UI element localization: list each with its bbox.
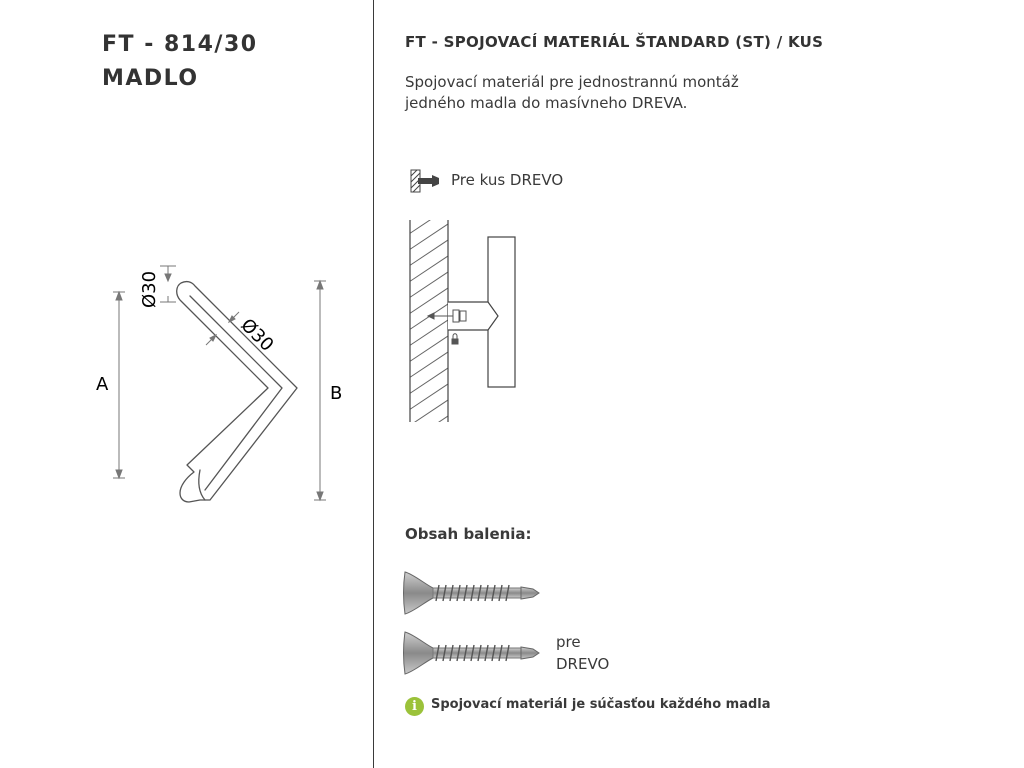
screw-label-line-2: DREVO	[556, 655, 610, 673]
note-text: Spojovací materiál je súčasťou každého madla	[431, 697, 771, 712]
mount-type-label: Pre kus DREVO	[451, 171, 564, 189]
description-line-1: Spojovací materiál pre jednostrannú montáž	[405, 73, 739, 91]
handle-dimension-drawing	[80, 250, 360, 520]
dimension-a-label: A	[96, 374, 109, 395]
diameter-diagonal-label: Ø30	[236, 314, 278, 356]
description-line-2: jedného madla do masívneho DREVA.	[405, 94, 688, 112]
wood-mount-icon	[409, 169, 443, 193]
product-name: MADLO	[102, 66, 199, 91]
package-heading: Obsah balenia:	[405, 525, 532, 543]
handle-inner-line	[190, 296, 282, 490]
product-code: FT - 814/30	[102, 32, 258, 57]
vertical-divider	[373, 0, 374, 768]
screw-label-line-1: pre	[556, 633, 581, 651]
screw-label	[556, 631, 609, 675]
diameter-top-label: Ø30	[139, 270, 160, 308]
mount-cross-section-drawing	[405, 215, 530, 425]
screw-icon-1	[403, 570, 543, 616]
screw-icon-2	[403, 630, 543, 676]
section-description	[405, 72, 825, 114]
section-heading: FT - SPOJOVACÍ MATERIÁL ŠTANDARD (ST) / KUS	[405, 33, 824, 51]
info-icon: i	[405, 697, 424, 716]
dimension-b-label: B	[330, 383, 343, 404]
